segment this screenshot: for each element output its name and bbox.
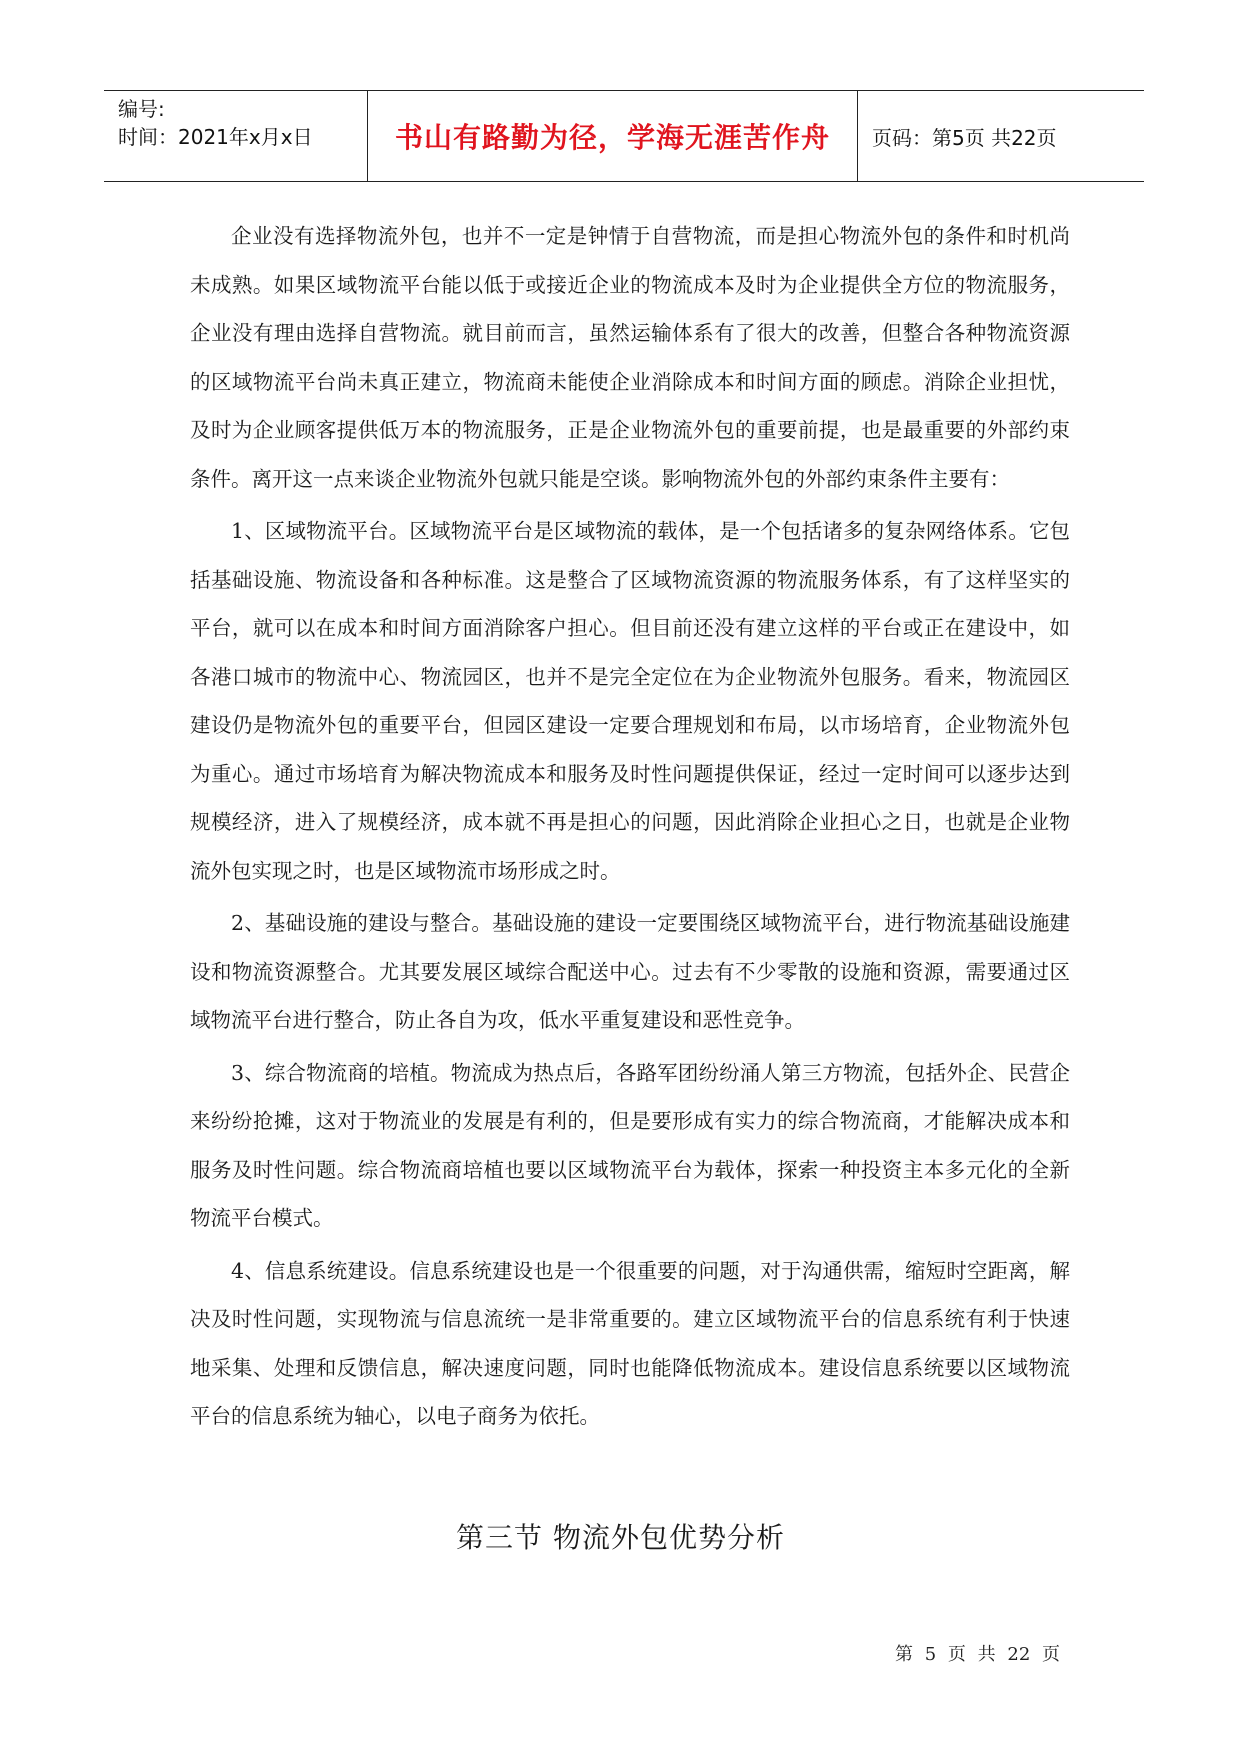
header-page-cell — [858, 91, 1144, 181]
header-page-label: 页码：第5页 共22页 — [872, 125, 1057, 150]
paragraph: 4、信息系统建设。信息系统建设也是一个很重要的问题，对于沟通供需，缩短时空距离，解决及时性问题，实现物流与信息流统一是非常重要的。建立区域物流平台的信息系统有利于快速地采集、处理和反馈信息，解决速度问题，同时也能降低物流成本。建设信息系统要以区域物流平台的信息系统为轴心，以电子商务为依托。 — [190, 1258, 1070, 1428]
paragraph: 1、区域物流平台。区域物流平台是区域物流的载体，是一个包括诸多的复杂网络体系。它包括基础设施、物流设备和各种标准。这是整合了区域物流资源的物流服务体系，有了这样坚实的平台，就可以在成本和时间方面消除客户担心。但目前还没有建立这样的平台或正在建设中，如各港口城市的物流中心、物流园区，也并不是完全定位在为企业物流外包服务。看来，物流园区建设仍是物流外包的重要平台，但园区建设一定要合理规划和布局，以市场培育，企业物流外包为重心。通过市场培育为解决物流成本和服务及时性问题提供保证，经过一定时间可以逐步达到规模经济，进入了规模经济，成本就不再是担心的问题，因此消除企业担心之日，也就是企业物流外包实现之时，也是区域物流市场形成之时。 — [190, 519, 1070, 883]
document-body — [190, 212, 1070, 1445]
header-meta — [104, 91, 368, 181]
slogan-text: 书山有路勤为径，学海无涯苦作舟 — [394, 121, 830, 154]
paragraph: 2、基础设施的建设与整合。基础设施的建设一定要围绕区域物流平台，进行物流基础设施建设和物流资源整合。尤其要发展区域综合配送中心。过去有不少零散的设施和资源，需要通过区域物流平台进行整合，防止各自为攻，低水平重复建设和恶性竞争。 — [190, 911, 1070, 1032]
serial-number-label: 编号: — [118, 97, 165, 121]
header-slogan-cell — [368, 91, 858, 181]
paragraph: 3、综合物流商的培植。物流成为热点后，各路军团纷纷涌人第三方物流，包括外企、民营企来纷纷抢摊，这对于物流业的发展是有利的，但是要形成有实力的综合物流商，才能解决成本和服务及时性问题。综合物流商培植也要以区域物流平台为载体，探索一种投资主本多元化的全新物流平台模式。 — [190, 1060, 1070, 1230]
section-heading: 第三节 物流外包优势分析 — [456, 1521, 785, 1554]
time-label: 时间：2021年x月x日 — [118, 125, 313, 149]
page-header — [104, 90, 1144, 182]
paragraph: 企业没有选择物流外包，也并不一定是钟情于自营物流，而是担心物流外包的条件和时机尚未成熟。如果区域物流平台能以低于或接近企业的物流成本及时为企业提供全方位的物流服务，企业没有理由选择自营物流。就目前而言，虽然运输体系有了很大的改善，但整合各种物流资源的区域物流平台尚未真正建立，物流商未能使企业消除成本和时间方面的顾虑。消除企业担忧，及时为企业顾客提供低万本的物流服务，正是企业物流外包的重要前提，也是最重要的外部约束条件。离开这一点来谈企业物流外包就只能是空谈。影响物流外包的外部约束条件主要有： — [190, 224, 1070, 491]
page-footer: 第 5 页 共 22 页 — [895, 1644, 1060, 1665]
